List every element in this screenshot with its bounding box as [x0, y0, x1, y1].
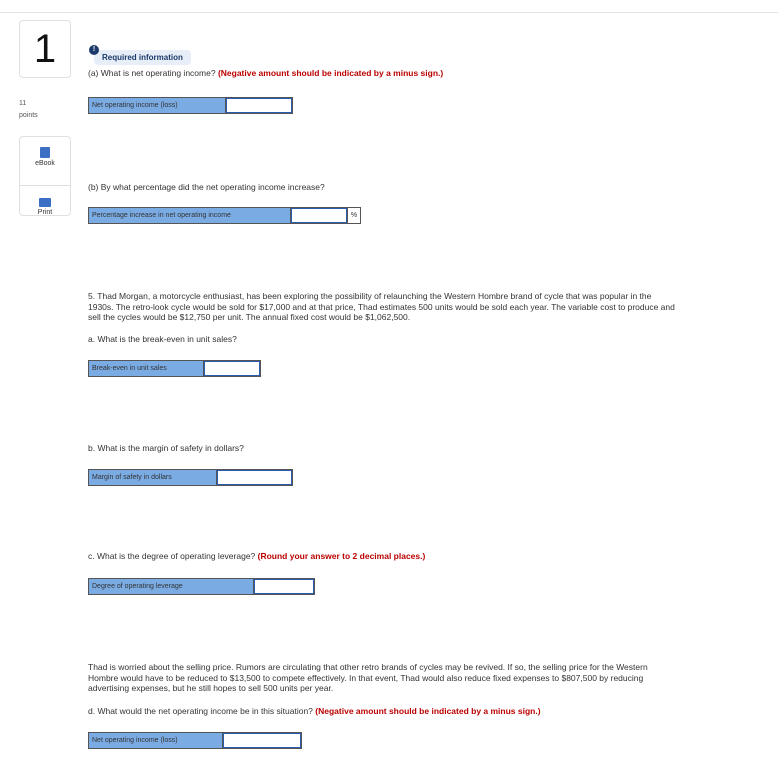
tools-panel	[19, 136, 71, 216]
ebook-button[interactable]	[20, 147, 70, 185]
question-a: a. What is the break-even in unit sales?	[88, 334, 237, 344]
q-text: (a) What is net operating income?	[88, 68, 218, 78]
question-b: b. What is the margin of safety in dollars?	[88, 443, 244, 453]
points-value: 11	[19, 100, 27, 107]
question-a-prev	[88, 68, 443, 79]
row-label: Percentage increase in net operating income	[89, 208, 291, 223]
question-number: 1	[19, 20, 71, 78]
dol-row	[88, 578, 315, 595]
printer-icon	[39, 198, 51, 207]
pct-row	[88, 207, 361, 224]
noi-input[interactable]	[226, 98, 292, 113]
points	[19, 98, 38, 122]
q-note: (Negative amount should be indicated by a minus sign.)	[315, 706, 541, 716]
row-label: Break-even in unit sales	[89, 361, 204, 376]
breakeven-input[interactable]	[204, 361, 260, 376]
q-note: (Round your answer to 2 decimal places.)	[257, 551, 426, 561]
percent-unit: %	[347, 208, 360, 223]
noi-row	[88, 97, 293, 114]
breakeven-row	[88, 360, 261, 377]
print-button[interactable]	[20, 185, 70, 224]
problem-5-text: 5. Thad Morgan, a motorcycle enthusiast, has been exploring the possibility of relaunching the Western Hombre brand of cycle that was popular in the 1930s. The retro-look cycle would be sold for $17,000 and at that price, Thad estimates 500 units would be sold each year. The variable cost to produce and sell the cycles would be $12,750 per unit. The annual fixed cost would be $1,062,500.	[88, 291, 675, 322]
question-d	[88, 706, 678, 717]
required-information-button[interactable]: Required information	[94, 50, 191, 65]
noi2-input[interactable]	[223, 733, 301, 748]
pct-input[interactable]	[291, 208, 347, 223]
q-text: d. What would the net operating income be in this situation?	[88, 706, 316, 716]
book-icon	[40, 147, 50, 158]
row-label: Margin of safety in dollars	[89, 470, 217, 485]
q-text: c. What is the degree of operating leverage?	[88, 551, 258, 561]
mos-row	[88, 469, 293, 486]
question-c	[88, 551, 678, 562]
print-label: Print	[37, 209, 53, 216]
info-icon: !	[89, 45, 99, 55]
row-label: Degree of operating leverage	[89, 579, 254, 594]
ebook-label: eBook	[35, 160, 55, 167]
q-note: (Negative amount should be indicated by a minus sign.)	[217, 68, 444, 78]
scenario-text: Thad is worried about the selling price. Rumors are circulating that other retro brands of cycles may be revived. If so, the selling price for the Western Hombre would have to be reduced to $13,500 to compete effectively. In that event, Thad would also reduce fixed expenses to $807,500 by reducing advertising expenses, but he still hopes to sell 500 units per year.	[88, 662, 648, 693]
row-label: Net operating income (loss)	[89, 733, 223, 748]
row-label: Net operating income (loss)	[89, 98, 226, 113]
noi2-row	[88, 732, 302, 749]
dol-input[interactable]	[254, 579, 314, 594]
question-b-prev: (b) By what percentage did the net operating income increase?	[88, 182, 325, 192]
top-bar	[0, 0, 778, 13]
mos-input[interactable]	[217, 470, 292, 485]
points-label: points	[19, 112, 38, 119]
